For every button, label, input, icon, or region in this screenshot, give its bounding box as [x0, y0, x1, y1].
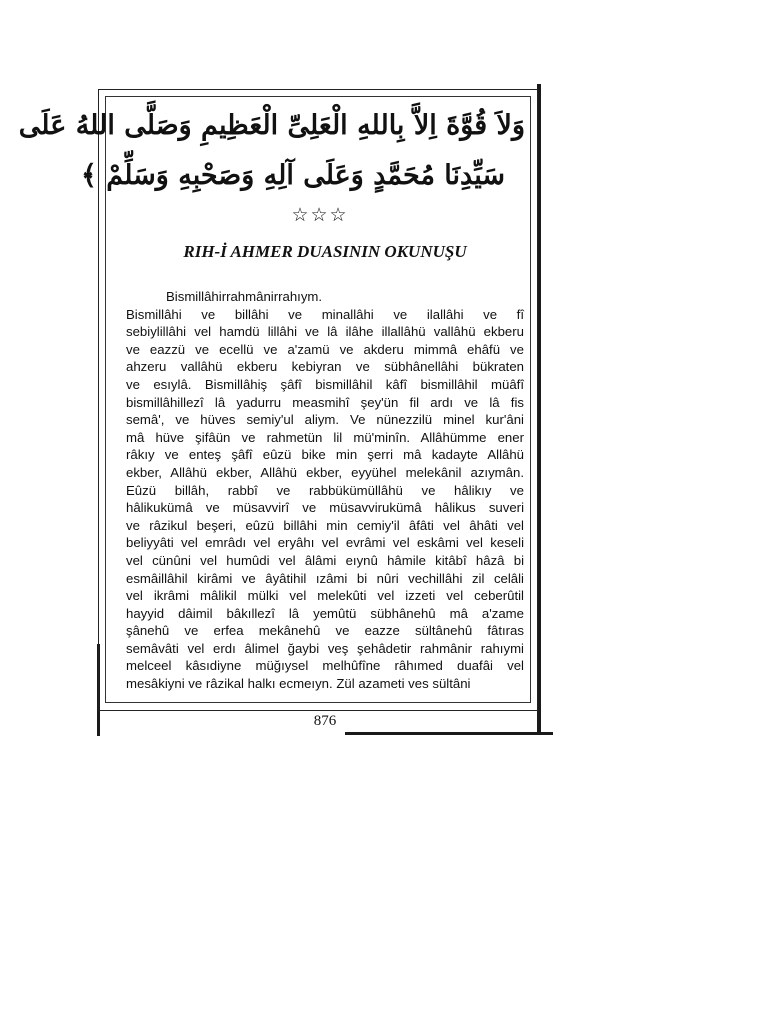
- page-edge-shadow-bottom: [345, 732, 553, 735]
- text-line: ekber, Allâhü ekber, Allâhü ekber, eyyühel melekânil azıymân.: [126, 464, 524, 480]
- text-line: Bismillâhirrahmânirrahıym.: [166, 289, 323, 304]
- text-line: şânehû ve erfea mekânehû ve eazze sültânehû fâtıras: [126, 623, 524, 639]
- text-line: Eûzü billâh, rabbî ve rabbükümüllâhü ve hâlikıy ve: [126, 482, 524, 498]
- text-line: hâlikukümâ ve müsavvirî ve müsavvirukümâ hâlikus suveri: [126, 500, 524, 516]
- text-line: mesâkiyni ve râzikal halkı ecmeıyn. Zül azameti ves sültâni: [126, 676, 471, 692]
- prayer-text-body: [126, 288, 524, 693]
- text-line: esmâillâhil kirâmi ve âyâtihil ızâmi bi nûri vechillâhi zil celâli: [126, 570, 524, 586]
- text-line: bismillâhillezî lâ yadurru measmihî şey'ün fil ardı ve lâ fis: [126, 394, 524, 410]
- arabic-verse-line-2: سَيِّدِنَا مُحَمَّدٍ وَعَلَى آلِهِ وَصَحْبِهِ وَسَلِّمْ ﴾: [81, 160, 505, 191]
- text-line: ve esıylâ. Bismillâhiş şâfî bismillâhil kâfî bismillâhil müâfî: [126, 376, 524, 392]
- text-line: hayyid dâimil bâkıllezî lâ yemûtü sübhânehû mâ a'zame: [126, 605, 524, 621]
- text-line: beliyyâti vel emrâdı vel eryâhı vel evrâmi vel eskâmi vel keseli: [126, 535, 524, 551]
- scanned-book-page: [18, 84, 553, 739]
- text-line: semâvâti vel erdı âlimel ğaybi veş şehâdetir rahmânir rahıymi: [126, 640, 524, 656]
- section-title: RIH-İ AHMER DUASININ OKUNUŞU: [183, 242, 467, 261]
- text-line: ahzeru vallâhü ekberu kebiyran ve sübhânellâhi bükraten: [126, 359, 524, 375]
- text-line: Bismillâhi ve billâhi ve minallâhi ve ilallâhi ve fî: [126, 306, 524, 322]
- text-line: vel ikrâmi mâlikil mülki vel melekûti vel izzeti vel ceberûtil: [126, 588, 524, 604]
- page-number: 876: [313, 713, 337, 729]
- text-line: râkıy ve enteş şâfî eûzü bike min şerri mâ kadayte Allâhü: [126, 447, 524, 463]
- text-line: melceel kâsıdiyne müğıysel melhûfîne râhımed duafâi vel: [126, 658, 524, 674]
- text-line: vel cünûni vel humûdi vel âlâmi eıynû hâmile kitâbî hâzâ bi: [126, 552, 524, 568]
- text-line: mâ hüve şifâün ve rahmetün lil mü'minîn. Allâhümme ener: [126, 429, 524, 445]
- star-ornament: ☆☆☆: [291, 204, 349, 226]
- text-line: sebiylillâhi vel hamdü lillâhi ve lâ ilâhe illallâhü vallâhü ekberu: [126, 324, 524, 340]
- text-line: ve eazzü ve ecellü ve a'zamü ve akderu mimmâ ehâfü ve: [126, 341, 524, 357]
- text-line: semâ', ve hüves semiy'ul aliym. Ve nünezzilü minel kur'âni: [126, 412, 524, 428]
- text-line: ve râzikul beşeri, eûzü billâhi min cemiy'il âfâti vel âhâti vel: [126, 517, 524, 533]
- arabic-verse-line-1: وَلاَ قُوَّةَ اِلاَّ بِاللهِ الْعَلِىِّ الْعَظِيمِ وَصَلَّى اللهُ عَلَى: [18, 110, 525, 141]
